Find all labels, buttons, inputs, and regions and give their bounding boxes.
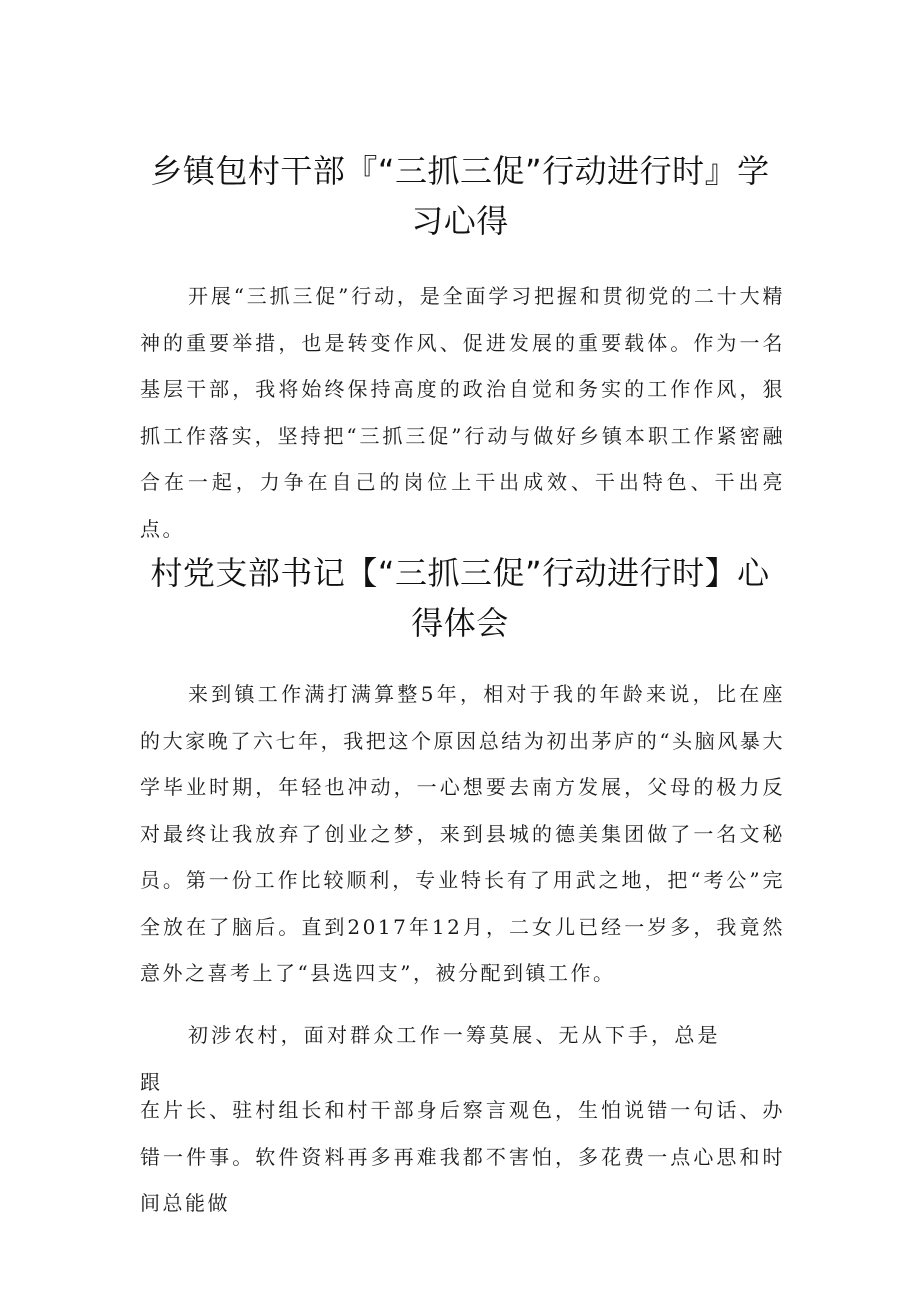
section1-paragraph: 开展“三抓三促”行动，是全面学习把握和贯彻党的二十大精神的重要举措，也是转变作风、促进发展的重要载体。作为一名基层干部，我将始终保持高度的政治自觉和务实的工作作风，狠抓工作落实，坚持把“三抓三促”行动与做好乡镇本职工作紧密融合在一起，力争在自己的岗位上干出成效、干出特色、干出亮点。 — [140, 284, 785, 541]
section2-paragraph-1: 来到镇工作满打满算整5年，相对于我的年龄来说，比在座的大家晚了六七年，我把这个原因总结为初出茅庐的“头脑风暴大学毕业时期，年轻也冲动，一心想要去南方发展，父母的极力反对最终让我放弃了创业之梦，来到县城的德美集团做了一名文秘员。第一份工作比较顺利，专业特长有了用武之地，把“考公”完全放在了脑后。直到2017年12月，二女儿已经一岁多，我竟然意外之喜考上了“县选四支”，被分配到镇工作。 — [140, 682, 785, 985]
section1-title: 乡镇包村干部『“三抓三促”行动进行时』学习心得 — [150, 152, 770, 240]
section2-paragraph-2-continued: 在片长、驻村组长和村干部身后察言观色，生怕说错一句话、办错一件事。软件资料再多再难我都不害怕，多花费一点心思和时间总能做 — [140, 1098, 785, 1215]
section2-title: 村党支部书记【“三抓三促”行动进行时】心得体会 — [150, 554, 770, 642]
section2-paragraph-2-start: 初涉农村，面对群众工作一筹莫展、无从下手，总是跟 — [140, 1023, 720, 1094]
